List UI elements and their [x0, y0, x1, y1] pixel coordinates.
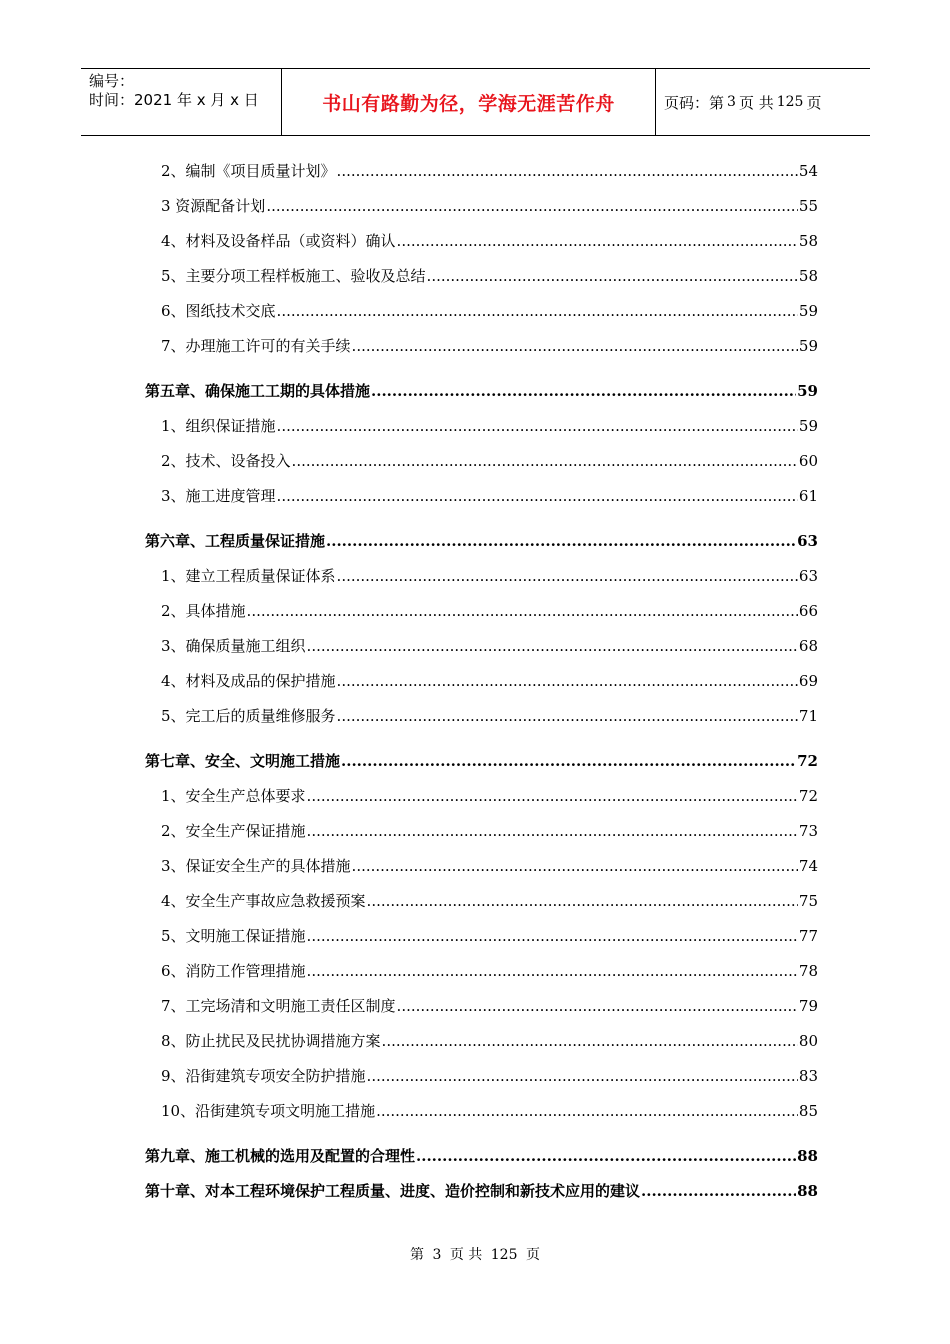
toc-chapter-entry[interactable] [145, 526, 818, 561]
toc-entry-page: 61 [798, 487, 818, 505]
toc-dot-leader [277, 481, 798, 511]
toc-entry-label: 3 资源配备计划 [161, 197, 266, 215]
toc-dot-leader [416, 1141, 796, 1171]
toc-entry-label: 9、沿街建筑专项安全防护措施 [161, 1067, 366, 1085]
toc-dot-leader [367, 1061, 798, 1091]
toc-entry[interactable] [145, 921, 818, 956]
toc-entry[interactable] [145, 1061, 818, 1096]
toc-entry[interactable] [145, 156, 818, 191]
toc-entry[interactable] [145, 1096, 818, 1131]
toc-entry-page: 75 [798, 892, 818, 910]
toc-entry[interactable] [145, 261, 818, 296]
toc-entry-label: 3、确保质量施工组织 [161, 637, 306, 655]
toc-dot-leader [397, 991, 798, 1021]
toc-entry-page: 74 [798, 857, 818, 875]
toc-entry[interactable] [145, 446, 818, 481]
toc-chapter-entry[interactable] [145, 376, 818, 411]
toc-entry-label: 5、文明施工保证措施 [161, 927, 306, 945]
toc-entry-page: 58 [798, 232, 818, 250]
toc-entry[interactable] [145, 851, 818, 886]
footer-prefix: 第 [410, 1247, 425, 1263]
page-header [81, 68, 870, 136]
toc-entry-page: 59 [797, 382, 818, 400]
toc-entry[interactable] [145, 991, 818, 1026]
toc-entry-page: 78 [798, 962, 818, 980]
toc-dot-leader [247, 596, 798, 626]
header-motto: 书山有路勤为径，学海无涯苦作舟 [282, 69, 656, 135]
toc-entry-label: 10、沿街建筑专项文明施工措施 [161, 1102, 376, 1120]
page-footer [0, 1244, 950, 1264]
header-meta [81, 69, 282, 135]
header-page-total: 125 [776, 94, 804, 110]
toc-chapter-entry[interactable] [145, 1141, 818, 1176]
toc-dot-leader [277, 296, 798, 326]
toc-entry-page: 88 [797, 1182, 818, 1200]
header-page-mid: 页 共 [738, 93, 774, 112]
toc-entry-page: 88 [797, 1147, 818, 1165]
document-date: 时间：2021 年 x 月 x 日 [89, 91, 259, 109]
toc-dot-leader [307, 631, 798, 661]
toc-entry[interactable] [145, 226, 818, 261]
toc-entry-page: 72 [798, 787, 818, 805]
footer-suffix: 页 [525, 1247, 540, 1263]
toc-entry-label: 8、防止扰民及民扰协调措施方案 [161, 1032, 381, 1050]
toc-chapter-entry[interactable] [145, 1176, 818, 1211]
toc-entry-page: 59 [798, 302, 818, 320]
toc-dot-leader [341, 746, 796, 776]
toc-dot-leader [337, 701, 798, 731]
toc-entry-label: 5、完工后的质量维修服务 [161, 707, 336, 725]
toc-entry-page: 79 [798, 997, 818, 1015]
toc-entry[interactable] [145, 191, 818, 226]
toc-entry[interactable] [145, 596, 818, 631]
toc-dot-leader [307, 781, 798, 811]
toc-entry-page: 83 [798, 1067, 818, 1085]
toc-entry-page: 58 [798, 267, 818, 285]
toc-entry[interactable] [145, 631, 818, 666]
toc-dot-leader [307, 816, 798, 846]
toc-entry-label: 7、办理施工许可的有关手续 [161, 337, 351, 355]
toc-entry-label: 4、材料及设备样品（或资料）确认 [161, 232, 396, 250]
toc-entry[interactable] [145, 956, 818, 991]
document-number-label: 编号： [89, 72, 135, 90]
toc-entry-page: 85 [798, 1102, 818, 1120]
toc-dot-leader [641, 1176, 796, 1206]
toc-dot-leader [337, 156, 798, 186]
toc-entry-label: 3、保证安全生产的具体措施 [161, 857, 351, 875]
toc-entry-label: 1、安全生产总体要求 [161, 787, 306, 805]
toc-entry-page: 72 [797, 752, 818, 770]
toc-entry[interactable] [145, 886, 818, 921]
toc-entry-page: 63 [798, 567, 818, 585]
toc-dot-leader [277, 411, 798, 441]
toc-entry-page: 66 [798, 602, 818, 620]
toc-entry[interactable] [145, 411, 818, 446]
toc-dot-leader [382, 1026, 798, 1056]
toc-chapter-entry[interactable] [145, 746, 818, 781]
toc-dot-leader [266, 191, 798, 221]
toc-dot-leader [352, 851, 798, 881]
toc-entry-label: 第六章、工程质量保证措施 [145, 532, 326, 550]
header-page-suffix: 页 [806, 93, 822, 112]
toc-entry-page: 55 [798, 197, 818, 215]
toc-entry[interactable] [145, 331, 818, 366]
toc-dot-leader [352, 331, 798, 361]
toc-entry[interactable] [145, 561, 818, 596]
toc-entry-page: 71 [798, 707, 818, 725]
table-of-contents [145, 156, 818, 1211]
toc-entry-page: 80 [798, 1032, 818, 1050]
toc-dot-leader [326, 526, 796, 556]
footer-current-page: 3 [432, 1247, 442, 1263]
toc-entry-label: 2、编制《项目质量计划》 [161, 162, 336, 180]
toc-entry-label: 1、建立工程质量保证体系 [161, 567, 336, 585]
toc-entry-label: 第五章、确保施工工期的具体措施 [145, 382, 371, 400]
toc-dot-leader [292, 446, 798, 476]
header-page-prefix: 页码：第 [664, 93, 725, 112]
toc-entry-page: 59 [798, 337, 818, 355]
toc-entry-label: 第九章、施工机械的选用及配置的合理性 [145, 1147, 416, 1165]
toc-entry-label: 4、安全生产事故应急救援预案 [161, 892, 366, 910]
toc-entry-label: 3、施工进度管理 [161, 487, 276, 505]
toc-entry-label: 6、消防工作管理措施 [161, 962, 306, 980]
footer-mid: 页 共 [449, 1247, 483, 1263]
header-page-current: 3 [727, 94, 736, 110]
toc-entry-page: 59 [798, 417, 818, 435]
toc-entry[interactable] [145, 666, 818, 701]
toc-entry[interactable] [145, 781, 818, 816]
toc-entry-label: 2、技术、设备投入 [161, 452, 291, 470]
toc-entry[interactable] [145, 481, 818, 516]
toc-dot-leader [307, 921, 798, 951]
toc-dot-leader [367, 886, 798, 916]
toc-entry-page: 54 [798, 162, 818, 180]
toc-entry[interactable] [145, 296, 818, 331]
toc-entry[interactable] [145, 1026, 818, 1061]
toc-entry[interactable] [145, 816, 818, 851]
toc-dot-leader [337, 666, 798, 696]
toc-entry-page: 60 [798, 452, 818, 470]
toc-entry-page: 63 [797, 532, 818, 550]
toc-entry-page: 69 [798, 672, 818, 690]
toc-dot-leader [397, 226, 798, 256]
toc-entry-label: 2、安全生产保证措施 [161, 822, 306, 840]
toc-entry-page: 68 [798, 637, 818, 655]
toc-dot-leader [427, 261, 798, 291]
header-page-info [656, 69, 870, 135]
footer-total-pages: 125 [490, 1247, 518, 1263]
toc-entry-label: 第七章、安全、文明施工措施 [145, 752, 341, 770]
toc-entry-label: 5、主要分项工程样板施工、验收及总结 [161, 267, 426, 285]
toc-dot-leader [337, 561, 798, 591]
toc-dot-leader [371, 376, 796, 406]
toc-entry-label: 1、组织保证措施 [161, 417, 276, 435]
toc-entry-page: 77 [798, 927, 818, 945]
toc-entry-label: 7、工完场清和文明施工责任区制度 [161, 997, 396, 1015]
toc-entry-page: 73 [798, 822, 818, 840]
toc-entry-label: 2、具体措施 [161, 602, 246, 620]
toc-entry-label: 4、材料及成品的保护措施 [161, 672, 336, 690]
toc-dot-leader [376, 1096, 798, 1126]
toc-entry[interactable] [145, 701, 818, 736]
toc-entry-label: 6、图纸技术交底 [161, 302, 276, 320]
toc-dot-leader [307, 956, 798, 986]
toc-entry-label: 第十章、对本工程环境保护工程质量、进度、造价控制和新技术应用的建议 [145, 1182, 641, 1200]
